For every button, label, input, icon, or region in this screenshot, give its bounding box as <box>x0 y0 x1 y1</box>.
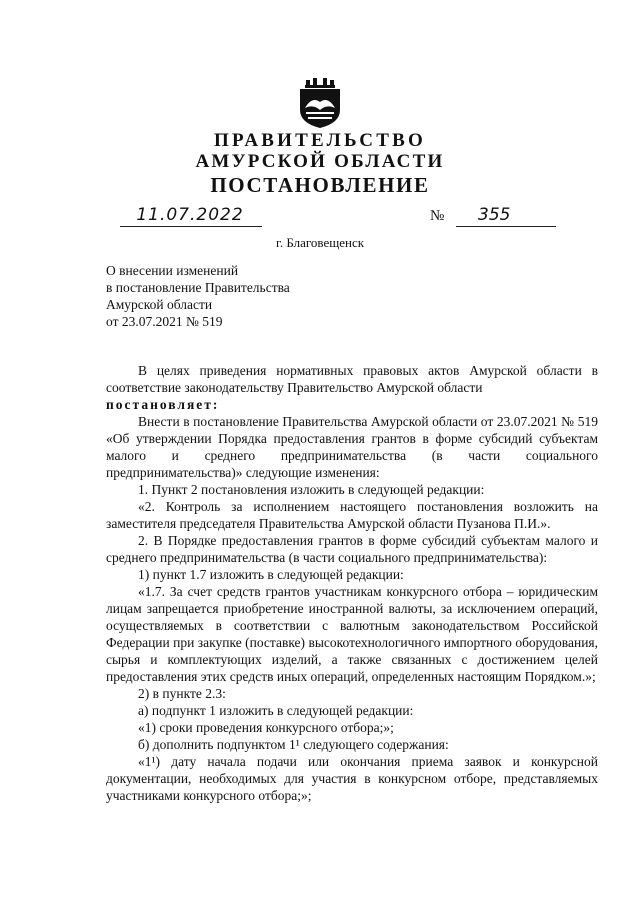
body-paragraph: 1. Пункт 2 постановления изложить в следующей редакции: <box>138 482 485 497</box>
city-name: г. Благовещенск <box>275 235 365 250</box>
number-label: № <box>430 208 445 224</box>
body-paragraph: Внести в постановление Правительства Амурской области от 23.07.2021 № 519 «Об утверждении Порядка предоставления грантов в форме субсидий субъектам малого и среднего предпринимательства (в части социального предпринимательства)» следующие изменения: <box>106 414 598 480</box>
body-paragraph: «2. Контроль за исполнением настоящего постановления возложить на заместителя председателя Правительства Амурской области Пузанова П.И.». <box>106 499 598 531</box>
document-type-title: ПОСТАНОВЛЕНИЕ <box>210 173 430 197</box>
government-title: ПРАВИТЕЛЬСТВО <box>214 130 426 151</box>
resolves-heading: постановляет: <box>106 397 220 412</box>
body-paragraph: «1) сроки проведения конкурсного отбора;»; <box>138 720 394 735</box>
subject-line: Амурской области <box>106 297 213 312</box>
preamble-paragraph: В целях приведения нормативных правовых актов Амурской области в соответствие законодательству Правительство Амурской области <box>106 363 598 395</box>
document-number: 355 <box>478 205 511 225</box>
date-underline <box>120 226 262 227</box>
region-title: АМУРСКОЙ ОБЛАСТИ <box>195 151 445 172</box>
subject-line: от 23.07.2021 № 519 <box>106 314 223 329</box>
subject-line: в постановление Правительства <box>106 280 290 295</box>
document-subject <box>106 262 290 330</box>
body-paragraph: б) дополнить подпунктом 1¹ следующего содержания: <box>138 737 449 752</box>
body-paragraph: 2. В Порядке предоставления грантов в форме субсидий субъектам малого и среднего предпринимательства (в части социального предпринимательства): <box>106 533 598 565</box>
subject-line: О внесении изменений <box>106 263 239 278</box>
number-underline <box>456 226 556 227</box>
body-paragraph: а) подпункт 1 изложить в следующей редакции: <box>138 703 414 718</box>
body-paragraph: 2) в пункте 2.3: <box>138 686 226 701</box>
document-date: 11.07.2022 <box>136 205 244 225</box>
body-paragraph: «1.7. За счет средств грантов участникам конкурсного отбора – юридическим лицам запрещается приобретение иностранной валюты, за исключением операций, осуществляемых в соответствии с валютным законодательством Российской Федерации при закупке (поставке) высокотехнологичного импортного оборудования, сырья и комплектующих изделий, а также связанных с достижением целей предоставления этих средств иных операций, определенных настоящим Порядком.»; <box>106 584 598 684</box>
amur-region-coat-of-arms <box>297 78 343 128</box>
body-paragraph: 1) пункт 1.7 изложить в следующей редакции: <box>138 567 404 582</box>
document-body <box>106 362 598 804</box>
body-paragraph: «1¹) дату начала подачи или окончания приема заявок и конкурсной документации, необходимых для участия в конкурсном отборе, представляемых участниками конкурсного отбора;»; <box>106 754 598 803</box>
